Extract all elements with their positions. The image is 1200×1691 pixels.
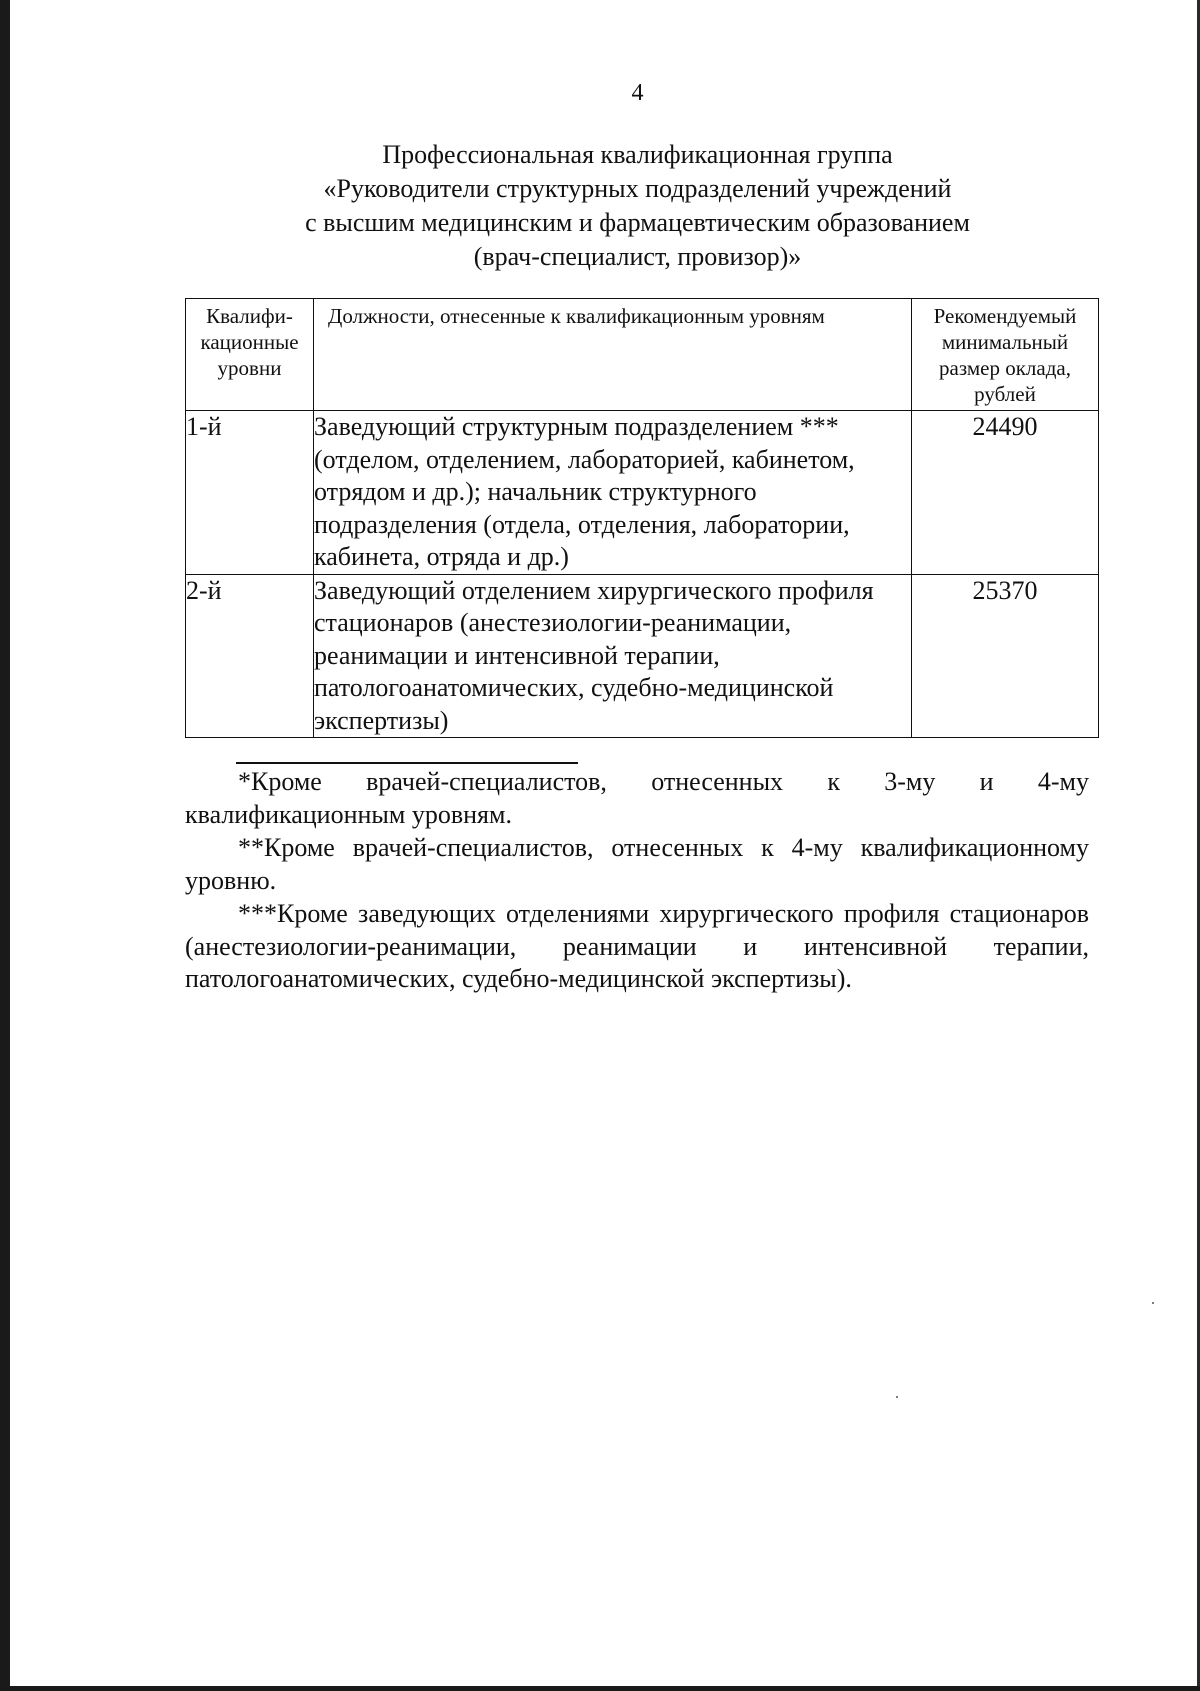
footnote: *Кроме врачей-специалистов, отнесенных к 3-му и 4-му квалификационным уровням. (185, 767, 1089, 829)
footnotes (185, 766, 1089, 996)
row-salary: 24490 (912, 411, 1099, 575)
title-line: Профессиональная квалификационная группа (382, 140, 893, 169)
qualification-table (185, 298, 1099, 738)
table-row (186, 574, 1099, 738)
scan-speck (896, 1396, 898, 1398)
row-salary: 25370 (912, 574, 1099, 738)
document-title (185, 138, 1090, 274)
scan-left-edge (0, 0, 10, 1691)
title-line: (врач-специалист, провизор)» (473, 242, 802, 271)
row-positions: Заведующий отделением хирургического профиля стационаров (анестезиологии-реанимации, реанимации и интенсивной терапии, патологоанатомических, судебно-медицинской экспертизы) (314, 574, 912, 738)
header-level: Квалифи-кационные уровни (186, 299, 314, 411)
title-line: с высшим медицинским и фармацевтическим образованием (305, 208, 970, 237)
table-header-row (186, 299, 1099, 411)
row-level: 1-й (186, 411, 314, 575)
header-salary: Рекомендуемый минимальный размер оклада, рублей (912, 299, 1099, 411)
scan-speck (1152, 1302, 1154, 1304)
footnote: **Кроме врачей-специалистов, отнесенных к 4-му квалификационному уровню. (185, 833, 1089, 895)
row-positions: Заведующий структурным подразделением *** (отделом, отделением, лабораторией, кабинетом, отрядом и др.); начальник структурного подразделения (отдела, отделения, лаборатории, кабинета, отряда и др.) (314, 411, 912, 575)
row-level: 2-й (186, 574, 314, 738)
footnote-separator (236, 762, 578, 764)
title-line: «Руководители структурных подразделений учреждений (323, 174, 952, 203)
scan-bottom-edge (0, 1686, 1200, 1691)
table-row (186, 411, 1099, 575)
header-positions: Должности, отнесенные к квалификационным уровням (314, 299, 912, 411)
page-number: 4 (631, 80, 644, 106)
footnote: ***Кроме заведующих отделениями хирургического профиля стационаров (анестезиологии-реанимации, реанимации и интенсивной терапии, патологоанатомических, судебно-медицинской экспертизы). (185, 899, 1089, 993)
